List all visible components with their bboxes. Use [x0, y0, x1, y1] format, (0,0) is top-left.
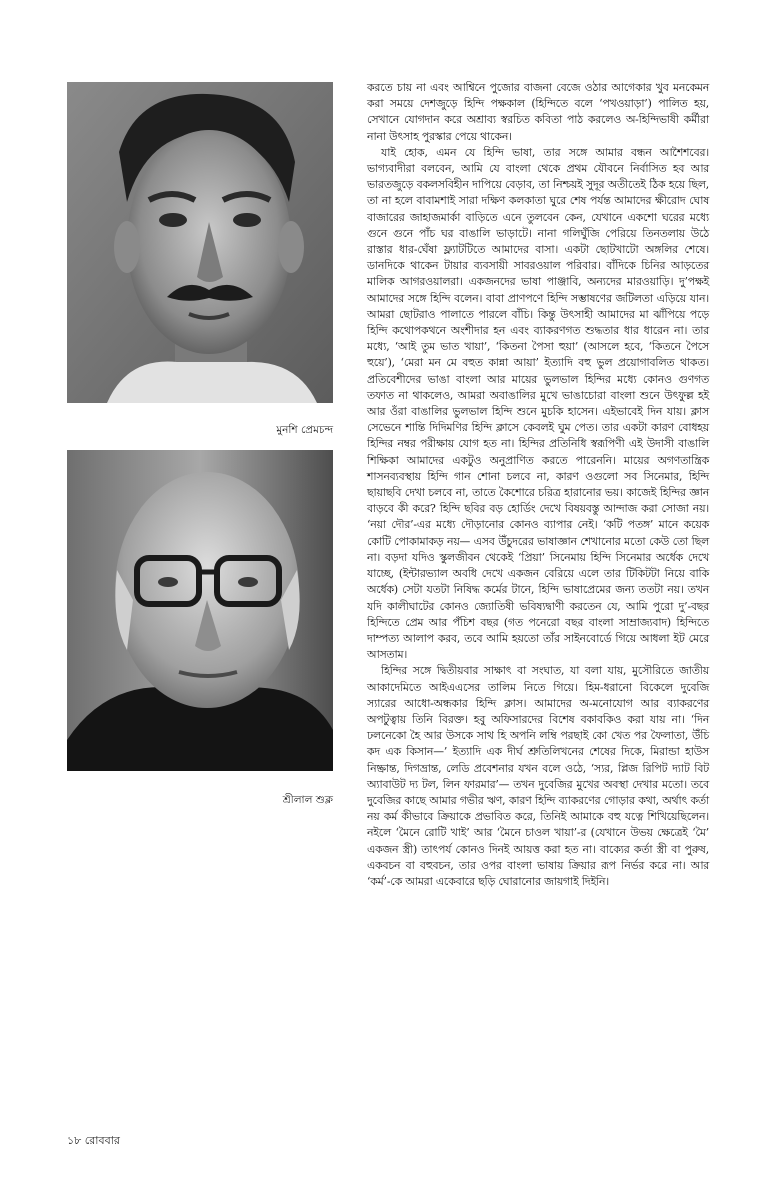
article-paragraph-3: হিন্দির সঙ্গে দ্বিতীয়বার সাক্ষাৎ বা সংঘাত, যা বলা যায়, মুসৌরিতে জাতীয় আকাদেমিতে আইএএসের তালিম নিতে গিয়ে। হিম-ধরানো বিকেলে দুবেজি স্যারের আধো-অন্ধকার হিন্দি ক্লাস। আমাদের অ-মনোযোগ আর ব্যাকরণের অপটুত্বায় তিনি বিরক্ত। হবু অফিসারদের বিশেষ বকাবকিও করা যায় না। ‘দিন ঢলনেকো হৈ আর উসকে সাথ হি অপনি লম্বি পরছাই কো খেত পর ফৈলাতা, উঁচি কদ এক কিসান—’ ইত্যাদি এক দীর্ঘ শ্রুতিলিখনের শেষের দিকে, মিরান্ডা হাউস নিষ্ক্রান্ত, দিগভ্রান্ত, লেডি প্রবেশনার যখন বলে ওঠে, ‘স্যর, প্লিজ রিপিট দ্যাট বিট অ্যাবাউট দ্য টল, লিন ফারমার’— তখন দুবেজির মুখের অবস্থা দেখার মতো। তবে দুবেজির কাছে আমার গভীর ঋণ, কারণ হিন্দি ব্যাকরণের গোড়ার কথা, অর্থাৎ কর্তা নয় কর্ম কীভাবে ক্রিয়াকে প্রভাবিত করে, তিনিই আমাকে বহু যত্নে শিখিয়েছিলেন। নইলে ‘মৈনে রোটি খাই’ আর ‘মৈনে চাওল খায়া’-র (যেখানে উভয় ক্ষেত্রেই ‘মৈ’ একজন স্ত্রী) তাৎপর্য কোনও দিনই আয়ত্ত করা হত না। বাক্যের কর্তা স্ত্রী বা পুরুষ, একবচন বা বহুবচন, তার ওপর বাংলা ভাষায় ক্রিয়ার রূপ নির্ভর করে না। আর ‘কর্ম’-কে আমরা একেবারে ছড়ি ঘোরানোর জায়গাই দিইনি।	[367, 664, 709, 888]
photo-caption-2: শ্রীলাল শুক্ল	[282, 794, 333, 806]
page-folio: ১৮ রোববার	[67, 1134, 120, 1147]
photo-caption-1: মুনশি প্রেমচন্দ	[276, 424, 333, 436]
portrait-image-1	[67, 82, 333, 403]
article-text-column	[367, 80, 709, 890]
portrait-photo-1	[67, 82, 333, 403]
portrait-image-2	[67, 450, 333, 771]
article-paragraph-2: যাই হোক, এমন যে হিন্দি ভাষা, তার সঙ্গে আমার বন্ধন আশৈশবের। ভাগ্যবাদীরা বলবেন, আমি যে বাংলা থেকে প্রথম যৌবনে নির্বাসিত হব আর ভারতজুড়ে বকলসবিহীন দাপিয়ে বেড়াব, তা নিশ্চয়ই সুদূর অতীতেই ঠিক হয়ে ছিল, তা না হলে বাবামশাই সারা দক্ষিণ কলকাতা ঘুরে শেষ পর্যন্ত আমাদের ক্ষীরোদ ঘোষ বাজারের জাহাজমার্কা বাড়িতে এনে তুলবেন কেন, যেখানে একশো ঘরের মধ্যে গুনে গুনে পাঁচ ঘর বাঙালি ভাড়াটে। নানা গলিঘুঁজি পেরিয়ে তিনতলায় উঠে রাস্তার ধার-ঘেঁষা ফ্ল্যাটটিতে আমাদের বাসা। একটা ছোটখাটো অঙ্গলির শেষে। ডানদিকে থাকেন টায়ার ব্যবসায়ী সাবরওয়াল পরিবার। বাঁদিকে চিনির আড়তের মালিক আগরওয়ালরা। একজনদের ভাষা পাঞ্জাবি, অন্যদের মারওয়াড়ি। দু’পক্ষই আমাদের সঙ্গে হিন্দি বলেন। বাবা প্রাণপণে হিন্দি সম্ভাষণের জটিলতা এড়িয়ে যান। আমরা ছোটরাও পালাতে পারলে বাঁচি। কিন্তু উৎসাহী আমাদের মা ঝাঁপিয়ে পড়ে হিন্দি কথোপকথনে অংশীদার হন এবং ব্যাকরণগত শুদ্ধতার ধার ধারেন না। তার মধ্যে, ‘আই তুম ভাত খায়া’, ‘কিতনা পৈসা হুয়া’ (আসলে হবে, ‘কিতনে পৈসে হুয়ে’), ‘মেরা মন মে বহুত কান্না আয়া’ ইত্যাদি বহু ভুল প্রয়োগাবলিত থাকত। প্রতিবেশীদের ভাঙা বাংলা আর মায়ের ভুলভাল হিন্দির মধ্যে কোনও গুণগত তফাত না থাকলেও, আমরা অবাঙালির মুখে ভাঙাচোরা বাংলা শুনে উৎফুল্ল হই আর ওঁরা বাঙালির ভুলভাল হিন্দি শুনে মুচকি হাসেন। এইভাবেই দিন যায়। ক্লাস সেভেনে শান্তি দিদিমণির হিন্দি ক্লাসে কেবলই ঘুম পেত। তার একটা কারণ বোধহয় হিন্দির নম্বর পরীক্ষায় যোগ হত না। হিন্দির প্রতিনিধি স্বরূপিণী এই উদাসী বাঙালি শিক্ষিকা আমাদের একটুও অনুপ্রাণিত করতে পারেননি। মায়ের অগণতান্ত্রিক শাসনব্যবস্থায় হিন্দি গান শোনা চলবে না, কারণ ওগুলো সব সিনেমার, হিন্দি ছায়াছবি দেখা চলবে না, তাতে কৈশোরে চরিত্র হারানোর ভয়। কাজেই হিন্দির জ্ঞান বাড়বে কী করে? হিন্দি ছবির বড় হোর্ডিং দেখে বিষয়বস্তু আন্দাজ করা সোজা নয়। ‘নয়া দৌর’-এর মধ্যে দৌড়ানোর কোনও ব্যাপার নেই। ‘কটি পতঙ্গ’ মানে কয়েক কোটি পোকামাকড় নয়— এসব উঁচুদরের ভাষাজ্ঞান শেখানোর মতো কেউ তো ছিল না। বড়দা যদিও স্কুলজীবন থেকেই ‘প্রিয়া’ সিনেমায় হিন্দি সিনেমার অর্ধেক দেখে যাচ্ছে, (ইন্টারভ্যাল অবধি দেখে একজন বেরিয়ে এলে তার টিকিটটা নিয়ে বাকি অর্ধেক) সেটা যতটা নিষিদ্ধ কর্মের টানে, হিন্দি ভাষাপ্রেমের জন্য ততটা নয়। তখন যদি কালীঘাটের কোনও জ্যোতিষী ভবিষ্যদ্বাণী করতেন যে, আমি পুরো দু’-বছর হিন্দিতে প্রেম আর পঁচিশ বছর (গত পনেরো বছর বাংলা সাম্রাজ্যবাদ) হিন্দিতে দাম্পত্য আলাপ করব, তবে আমি হয়তো তাঁর সাইনবোর্ডে গিয়ে আধলা ইট মেরে আসতাম।	[367, 145, 709, 662]
portrait-photo-2	[67, 450, 333, 771]
article-paragraph-1: করতে চায় না এবং আশ্বিনে পুজোর বাজনা বেজে ওঠার আগেকার খুব মনকেমন করা সময়ে দেশজুড়ে হিন্দি পক্ষকাল (হিন্দিতে বলে ‘পখওয়াড়া’) পালিত হয়, সেখানে যোগদান করে অশ্রাব্য স্বরচিত কবিতা পাঠ করলেও অ-হিন্দিভাষী কর্মীরা নানা উৎসাহ পুরস্কার পেয়ে থাকেন।	[367, 81, 709, 143]
